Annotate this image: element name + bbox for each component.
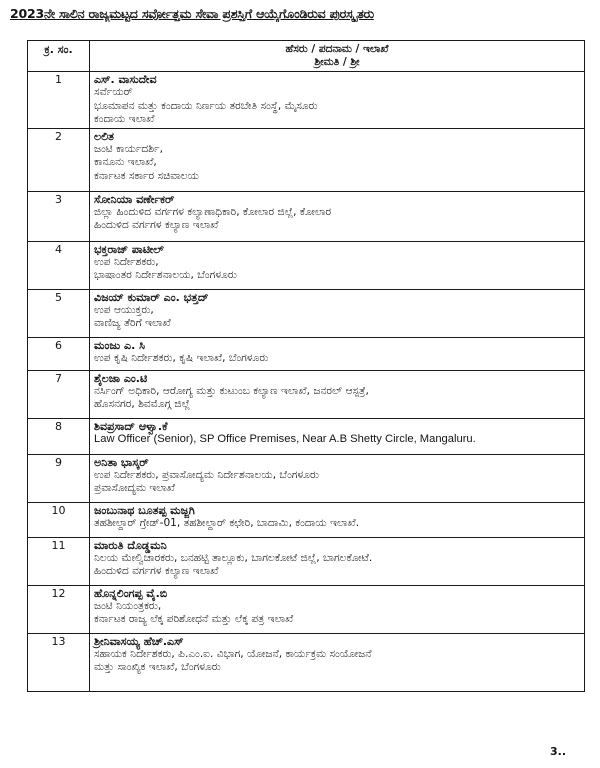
- serial-number-cell: 10: [28, 502, 90, 537]
- table-row: [28, 633, 585, 691]
- page-number: 3..: [550, 745, 567, 758]
- awardee-detail-line: Law Officer (Senior), SP Office Premises, Near A.B Shetty Circle, Mangaluru.: [94, 433, 476, 446]
- awardee-name: ಲಲಿತ: [94, 129, 114, 143]
- serial-number-cell: 4: [28, 241, 90, 289]
- awardee-name: ವಿಜಯ್ ಕುಮಾರ್ ಎಂ. ಭತ್ತದ್: [94, 290, 209, 304]
- awardee-detail-line: ನರ್ಸಿಂಗ್ ಅಧಿಕಾರಿ, ಆರೋಗ್ಯ ಮತ್ತು ಕುಟುಂಬ ಕಲ್ಯಾಣ ಇಲಾಖೆ, ಜನರಲ್ ಆಸ್ಪತ್ರೆ,: [94, 385, 369, 398]
- awardee-name: ಹೊನ್ನಲಿಂಗಪ್ಪ ವೈ.ಬಿ: [94, 586, 168, 600]
- awardee-detail-line: ಜಂಟಿ ಕಾರ್ಯದರ್ಶಿ,: [94, 143, 163, 156]
- awardee-name: ಶಿವಪ್ರಸಾದ್ ಆಳ್ವಾ.ಕೆ: [94, 419, 168, 433]
- serial-number-cell: 1: [28, 72, 90, 129]
- awardee-detail-line: ವಾಣಿಜ್ಯ ತೆರಿಗೆ ಇಲಾಖೆ: [94, 317, 171, 330]
- honorific-header-line: ಶ್ರೀಮತಿ / ಶ್ರೀ: [314, 56, 360, 68]
- table-row: [28, 289, 585, 337]
- table-row: [28, 454, 585, 502]
- awardee-detail-line: ಹೊಸನಗರ, ಶಿವಮೊಗ್ಗ ಜಿಲ್ಲೆ: [94, 398, 191, 411]
- awardee-details-cell: [90, 191, 585, 241]
- awardee-details-cell: [90, 370, 585, 418]
- awardee-detail-line: ಸರ್ವೆಯರ್: [94, 86, 133, 99]
- awardee-name: ಮಾರುತಿ ದೊಡ್ಡಮನಿ: [94, 538, 167, 552]
- awardee-detail-line: ಸಹಾಯಕ ನಿರ್ದೇಶಕರು, ಪಿ.ಎಂ.ಐ. ವಿಭಾಗ, ಯೋಜನೆ, ಕಾರ್ಯಕ್ರಮ ಸಂಯೋಜನೆ: [94, 648, 372, 661]
- awardee-name: ಮಂಜು ಎ. ಸಿ: [94, 338, 145, 352]
- serial-number-header: ಕ್ರ. ಸಂ.: [28, 41, 90, 72]
- awardee-name: ಸೋನಿಯಾ ವರ್ಣೇಕರ್: [94, 192, 175, 206]
- serial-number-cell: 6: [28, 337, 90, 370]
- awardee-detail-line: ಜಿಲ್ಲಾ ಹಿಂದುಳಿದ ವರ್ಗಗಳ ಕಲ್ಯಾಣಾಧಿಕಾರಿ, ಕೋಲಾರ ಜಿಲ್ಲೆ, ಕೋಲಾರ: [94, 206, 332, 219]
- serial-number-cell: 12: [28, 585, 90, 633]
- awardee-details-cell: [90, 633, 585, 691]
- table-row: [28, 502, 585, 537]
- awardee-detail-line: ಕರ್ನಾಟಕ ರಾಜ್ಯ ಲೆಕ್ಕ ಪರಿಶೋಧನೆ ಮತ್ತು ಲೆಕ್ಕ ಪತ್ರ ಇಲಾಖೆ: [94, 613, 294, 626]
- table-row: [28, 191, 585, 241]
- serial-number-cell: 5: [28, 289, 90, 337]
- awardees-table: [27, 40, 585, 692]
- awardee-detail-line: ಭೂಮಾಪನ ಮತ್ತು ಕಂದಾಯ ನಿರ್ಣಯ ತರಬೇತಿ ಸಂಸ್ಥೆ, ಮೈಸೂರು: [94, 99, 318, 112]
- serial-number-cell: 11: [28, 537, 90, 585]
- awardee-name: ಶ್ರೀನಿವಾಸಯ್ಯ ಹೆಚ್.ಎಸ್: [94, 634, 184, 648]
- table-row: [28, 337, 585, 370]
- awardee-details-cell: [90, 454, 585, 502]
- awardee-detail-line: ಹಿಂದುಳಿದ ವರ್ಗಗಳ ಕಲ್ಯಾಣ ಇಲಾಖೆ: [94, 565, 219, 578]
- awardee-detail-line: ನಿಲಯ ಮೇಲ್ವಿಚಾರಕರು, ಬನಹಟ್ಟಿ ತಾಲ್ಲೂಕು, ಬಾಗಲಕೋಟೆ ಜಿಲ್ಲೆ, ಬಾಗಲಕೋಟೆ.: [94, 552, 373, 565]
- awardee-name: ಜಂಬುನಾಥ ಬೂತಪ್ಪ ಮಜ್ಜಗಿ: [94, 503, 195, 517]
- serial-number-cell: 8: [28, 418, 90, 454]
- document-title: 2023ನೇ ಸಾಲಿನ ರಾಜ್ಯಮಟ್ಟದ ಸರ್ವೋತ್ತಮ ಸೇವಾ ಪ್ರಶಸ್ತಿಗೆ ಆಯ್ಕೆಗೊಂಡಿರುವ ಪುರಸ್ಕೃತರು: [10, 6, 374, 21]
- awardee-details-cell: [90, 502, 585, 537]
- awardee-detail-line: ಕರ್ನಾಟಕ ಸರ್ಕಾರ ಸಚಿವಾಲಯ: [94, 169, 200, 182]
- awardee-name: ಭಕ್ತರಾಜ್ ಪಾಟೀಲ್: [94, 242, 164, 256]
- awardee-detail-line: ಹಿಂದುಳಿದ ವರ್ಗಗಳ ಕಲ್ಯಾಣ ಇಲಾಖೆ: [94, 219, 219, 232]
- awardee-name: ಅನಿತಾ ಭಾಸ್ಕರ್: [94, 455, 149, 469]
- awardee-details-cell: [90, 289, 585, 337]
- name-designation-header: [90, 41, 585, 72]
- name-designation-header-line: ಹೆಸರು / ಪದನಾಮ / ಇಲಾಖೆ: [285, 43, 389, 55]
- awardee-detail-line: ಉಪ ನಿರ್ದೇಶಕರು, ಪ್ರವಾಸೋದ್ಯಮ ನಿರ್ದೇಶನಾಲಯ, ಬೆಂಗಳೂರು: [94, 469, 319, 482]
- table-row: [28, 585, 585, 633]
- table-row: [28, 418, 585, 454]
- awardee-detail-line: ಜಂಟಿ ನಿಯಂತ್ರಕರು,: [94, 600, 162, 613]
- awardee-details-cell: [90, 537, 585, 585]
- awardee-details-cell: [90, 337, 585, 370]
- table-header-row: [28, 41, 585, 72]
- awardee-detail-line: ಕಂದಾಯ ಇಲಾಖೆ: [94, 113, 155, 126]
- serial-number-cell: 3: [28, 191, 90, 241]
- awardee-detail-line: ಪ್ರವಾಸೋದ್ಯಮ ಇಲಾಖೆ: [94, 482, 176, 495]
- awardee-detail-line: ಕಾನೂನು ಇಲಾಖೆ,: [94, 156, 157, 169]
- table-row: [28, 370, 585, 418]
- serial-number-cell: 13: [28, 633, 90, 691]
- awardee-details-cell: [90, 241, 585, 289]
- table-row: [28, 537, 585, 585]
- awardee-name: ಶೈಲಜಾ ಎಂ.ಟಿ: [94, 371, 148, 385]
- table-row: [28, 241, 585, 289]
- table-row: [28, 128, 585, 191]
- serial-number-cell: 7: [28, 370, 90, 418]
- awardee-detail-line: ಉಪ ಆಯುಕ್ತರು,: [94, 304, 154, 317]
- awardee-details-cell: [90, 72, 585, 129]
- awardee-details-cell: [90, 418, 585, 454]
- serial-number-cell: 2: [28, 128, 90, 191]
- awardee-detail-line: ಮತ್ತು ಸಾಂಖ್ಯಿಕ ಇಲಾಖೆ, ಬೆಂಗಳೂರು: [94, 661, 221, 674]
- awardee-detail-line: ಭಾಷಾಂತರ ನಿರ್ದೇಶನಾಲಯ, ಬೆಂಗಳೂರು: [94, 269, 237, 282]
- awardee-details-cell: [90, 128, 585, 191]
- serial-number-cell: 9: [28, 454, 90, 502]
- awardee-detail-line: ತಹಶೀಲ್ದಾರ್ ಗ್ರೇಡ್-01, ತಹಶೀಲ್ದಾರ್ ಕಛೇರಿ, ಬಾದಾಮಿ, ಕಂದಾಯ ಇಲಾಖೆ.: [94, 517, 360, 530]
- awardee-detail-line: ಉಪ ಕೃಷಿ ನಿರ್ದೇಶಕರು, ಕೃಷಿ ಇಲಾಖೆ, ಬೆಂಗಳೂರು: [94, 352, 269, 365]
- awardee-name: ಎಸ್. ವಾಸುದೇವ: [94, 73, 157, 86]
- table-row: [28, 72, 585, 129]
- table-body: [28, 72, 585, 692]
- awardee-detail-line: ಉಪ ನಿರ್ದೇಶಕರು,: [94, 256, 159, 269]
- awardee-details-cell: [90, 585, 585, 633]
